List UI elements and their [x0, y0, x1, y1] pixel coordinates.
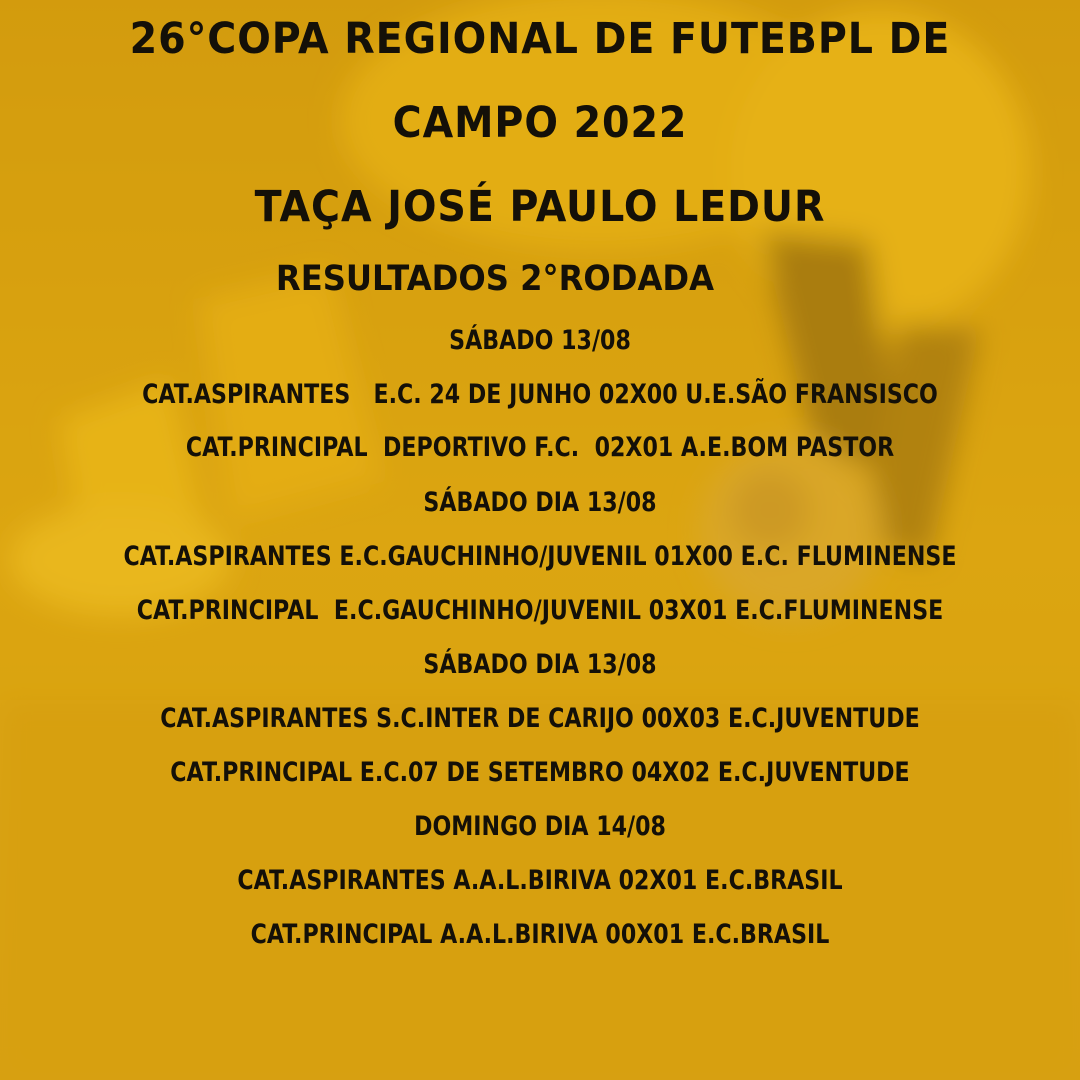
round-3-match-2: CAT.PRINCIPAL E.C.07 DE SETEMBRO 04X02 E.C.JUVENTUDE — [170, 757, 910, 788]
round-4-match-2: CAT.PRINCIPAL A.A.L.BIRIVA 00X01 E.C.BRASIL — [250, 919, 830, 950]
round-title: RESULTADOS 2°RODADA — [275, 259, 715, 299]
round-1-day: SÁBADO 13/08 — [449, 325, 631, 356]
round-1-match-2: CAT.PRINCIPAL DEPORTIVO F.C. 02X01 A.E.BOM PASTOR — [185, 432, 895, 463]
trophy-title: TAÇA JOSÉ PAULO LEDUR — [254, 182, 826, 232]
round-4-day: DOMINGO DIA 14/08 — [414, 811, 666, 842]
round-2-match-1: CAT.ASPIRANTES E.C.GAUCHINHO/JUVENIL 01X00 E.C. FLUMINENSE — [123, 541, 957, 572]
round-4-match-1: CAT.ASPIRANTES A.A.L.BIRIVA 02X01 E.C.BRASIL — [237, 865, 843, 896]
round-3-day: SÁBADO DIA 13/08 — [423, 649, 657, 680]
round-3-match-1: CAT.ASPIRANTES S.C.INTER DE CARIJO 00X03 E.C.JUVENTUDE — [160, 703, 920, 734]
round-1-match-1: CAT.ASPIRANTES E.C. 24 DE JUNHO 02X00 U.E.SÃO FRANSISCO — [142, 379, 938, 410]
title-line-2: CAMPO 2022 — [392, 98, 688, 148]
round-2-day: SÁBADO DIA 13/08 — [423, 487, 657, 518]
round-2-match-2: CAT.PRINCIPAL E.C.GAUCHINHO/JUVENIL 03X01 E.C.FLUMINENSE — [136, 595, 944, 626]
title-line-1: 26°COPA REGIONAL DE FUTEBPL DE — [129, 14, 951, 64]
